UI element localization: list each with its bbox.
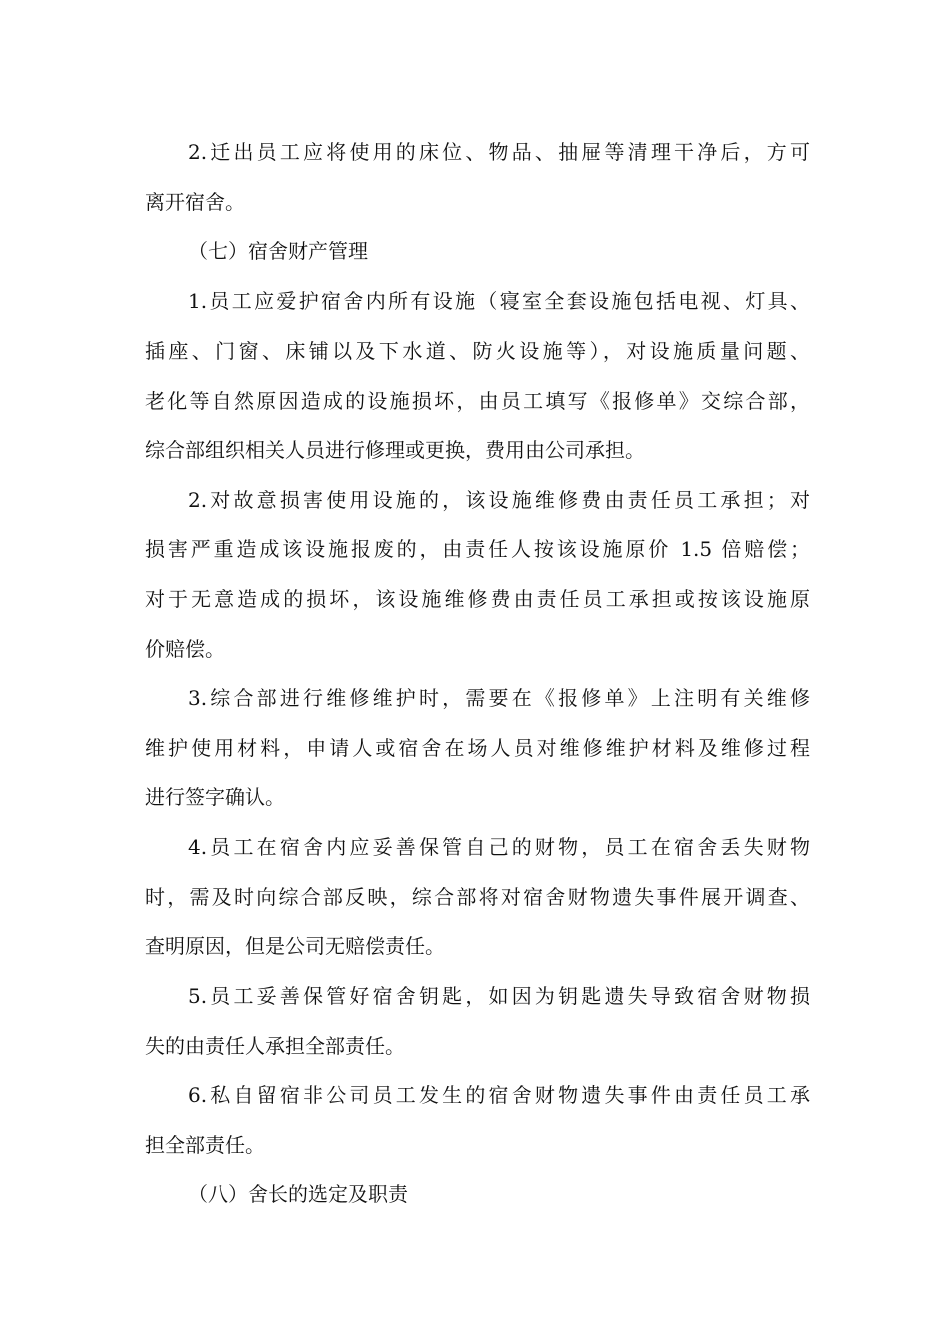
- paragraph-line: 1.员工应爱护宿舍内所有设施（寝室全套设施包括电视、灯具、: [188, 289, 810, 313]
- paragraph-line: 4.员工在宿舍内应妥善保管自己的财物，员工在宿舍丢失财物: [188, 835, 810, 859]
- paragraph-line: 5.员工妥善保管好宿舍钥匙，如因为钥匙遗失导致宿舍财物损: [188, 984, 810, 1008]
- paragraph-line: 2.迁出员工应将使用的床位、物品、抽屉等清理干净后，方可: [188, 140, 810, 164]
- paragraph-line: 维护使用材料，申请人或宿舍在场人员对维修维护材料及维修过程: [145, 736, 810, 760]
- paragraph-line: 插座、门窗、床铺以及下水道、防火设施等），对设施质量问题、: [145, 339, 810, 363]
- paragraph-line: 损害严重造成该设施报废的，由责任人按该设施原价 1.5 倍赔偿；: [145, 537, 810, 561]
- section-heading: （八）舍长的选定及职责: [188, 1182, 408, 1206]
- paragraph-line: 对于无意造成的损坏，该设施维修费由责任员工承担或按该设施原: [145, 587, 810, 611]
- section-heading: （七）宿舍财产管理: [188, 239, 368, 263]
- paragraph-line: 担全部责任。: [145, 1133, 265, 1157]
- paragraph-line: 查明原因，但是公司无赔偿责任。: [145, 934, 445, 958]
- paragraph-line: 时，需及时向综合部反映，综合部将对宿舍财物遗失事件展开调查、: [145, 885, 810, 909]
- paragraph-line: 进行签字确认。: [145, 785, 285, 809]
- paragraph-line: 老化等自然原因造成的设施损坏，由员工填写《报修单》交综合部，: [145, 389, 810, 413]
- paragraph-line: 离开宿舍。: [145, 190, 245, 214]
- paragraph-line: 3.综合部进行维修维护时，需要在《报修单》上注明有关维修: [188, 686, 810, 710]
- paragraph-line: 综合部组织相关人员进行修理或更换，费用由公司承担。: [145, 438, 645, 462]
- paragraph-line: 价赔偿。: [145, 637, 225, 661]
- paragraph-line: 6.私自留宿非公司员工发生的宿舍财物遗失事件由责任员工承: [188, 1083, 810, 1107]
- paragraph-line: 失的由责任人承担全部责任。: [145, 1034, 405, 1058]
- paragraph-line: 2.对故意损害使用设施的，该设施维修费由责任员工承担；对: [188, 488, 810, 512]
